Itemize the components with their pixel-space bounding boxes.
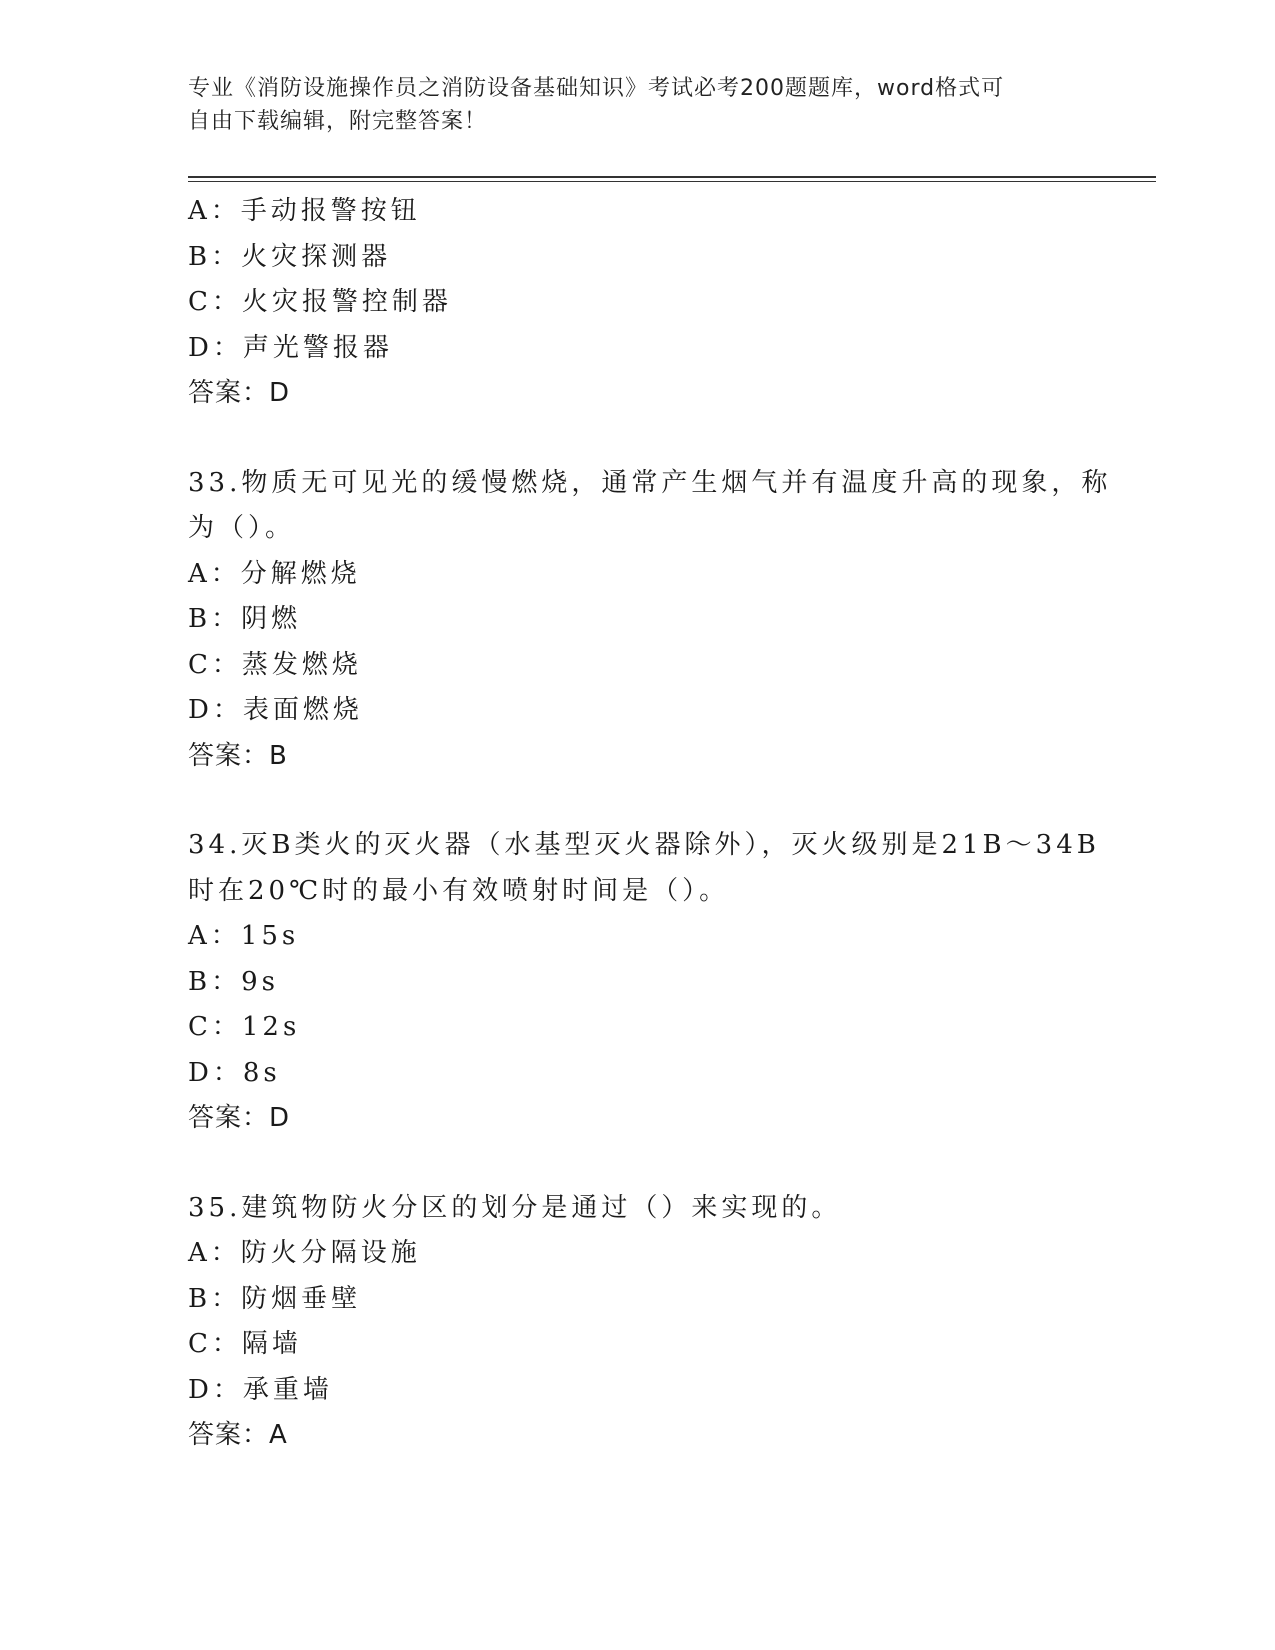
question-stem-line-2: 时在20℃时的最小有效喷射时间是（）。 [188, 875, 730, 906]
question-35 [188, 1186, 1088, 1459]
option-a: A：手动报警按钮 [188, 196, 421, 226]
option-d: D：8s [188, 1057, 281, 1088]
option-b: B：防烟垂壁 [188, 1283, 362, 1314]
option-c: C：12s [188, 1012, 301, 1042]
option-a: A：防火分隔设施 [188, 1238, 421, 1268]
option-b: B：阴燃 [188, 604, 302, 634]
question-gap [188, 779, 1088, 823]
header-divider-thin [188, 181, 1156, 182]
question-gap [188, 417, 1088, 461]
question-list [188, 189, 1112, 1459]
header-line-1: 专业《消防设施操作员之消防设备基础知识》考试必考200题题库，word格式可 [188, 76, 1005, 101]
option-d: D：承重墙 [188, 1374, 333, 1405]
option-b: B：火灾探测器 [188, 241, 392, 272]
answer: 答案：B [188, 740, 288, 771]
option-a: A：分解燃烧 [188, 558, 361, 589]
option-c: C：蒸发燃烧 [188, 649, 362, 680]
question-stem-line-2: 为（）。 [188, 513, 296, 543]
option-a: A：15s [188, 921, 300, 951]
question-stem-line-1: 34.灭B类火的灭火器（水基型灭火器除外），灭火级别是21B～34B [188, 830, 1100, 860]
option-d: D：声光警报器 [188, 332, 393, 363]
question-32-continued [188, 189, 1088, 417]
question-gap [188, 1142, 1088, 1186]
document-header [188, 72, 1088, 138]
option-d: D：表面燃烧 [188, 695, 363, 725]
option-b: B：9s [188, 966, 279, 997]
answer: 答案：D [188, 378, 291, 408]
answer: 答案：A [188, 1420, 288, 1450]
answer: 答案：D [188, 1103, 291, 1133]
header-divider-thick [188, 176, 1156, 178]
option-c: C：火灾报警控制器 [188, 287, 452, 317]
question-stem-line-1: 33.物质无可见光的缓慢燃烧，通常产生烟气并有温度升高的现象，称 [188, 467, 1112, 498]
option-c: C：隔墙 [188, 1329, 302, 1359]
question-33 [188, 461, 1112, 780]
header-line-2: 自由下载编辑，附完整答案！ [188, 109, 488, 134]
question-stem-line-1: 35.建筑物防火分区的划分是通过（）来实现的。 [188, 1192, 842, 1223]
question-34 [188, 823, 1100, 1142]
